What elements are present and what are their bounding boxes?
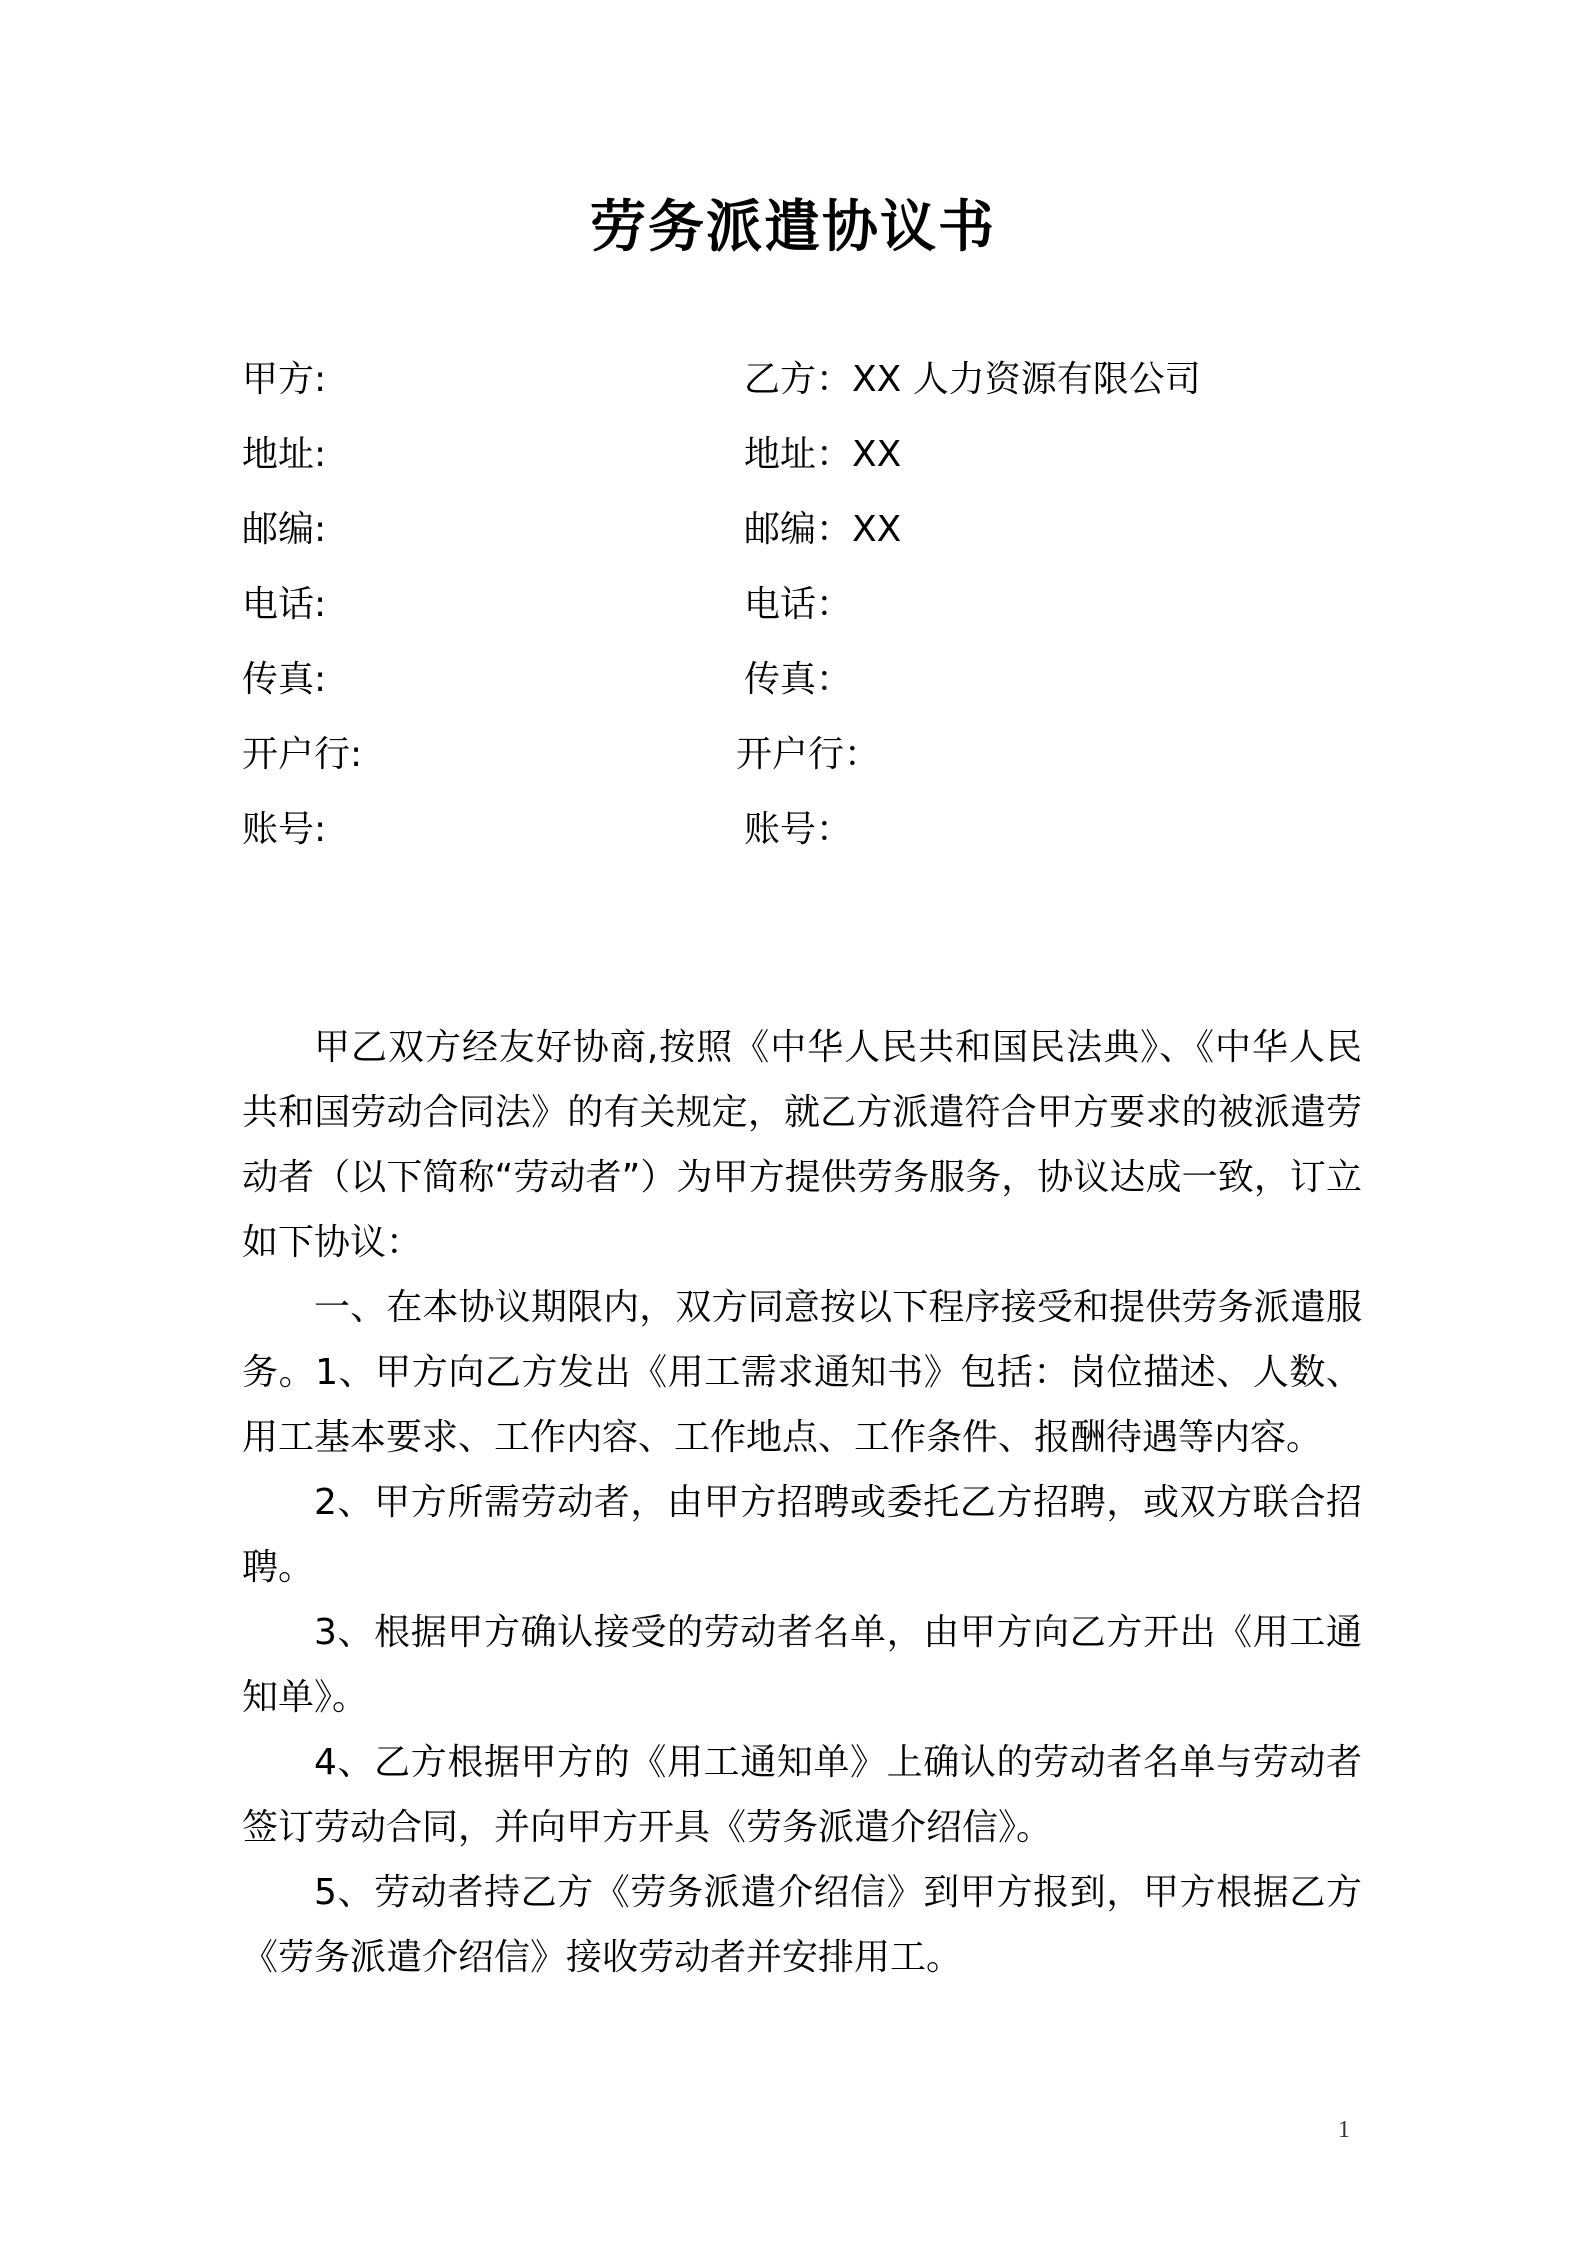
party-b-account: 账号：	[744, 809, 853, 850]
clause-5-paragraph: 5、劳动者持乙方《劳务派遣介绍信》到甲方报到，甲方根据乙方《劳务派遣介绍信》接收劳动者并安排用工。	[242, 1872, 1362, 1978]
party-a-phone: 电话:	[242, 584, 327, 625]
party-a-address: 地址:	[242, 434, 327, 475]
document-title: 劳务派遣协议书	[590, 195, 996, 260]
party-a-account: 账号:	[242, 809, 327, 850]
party-b-fax: 传真：	[744, 659, 853, 700]
clause-2-paragraph: 2、甲方所需劳动者，由甲方招聘或委托乙方招聘，或双方联合招聘。	[242, 1482, 1362, 1588]
party-b-address: 地址：XX	[744, 434, 902, 475]
agreement-body	[242, 1015, 1362, 1990]
party-b-info	[736, 350, 1364, 875]
party-a-postcode: 邮编:	[242, 509, 327, 550]
party-b-bank: 开户行：	[736, 734, 881, 775]
party-a-bank: 开户行:	[242, 734, 363, 775]
party-b-name: 乙方：XX 人力资源有限公司	[744, 359, 1201, 400]
party-b-phone: 电话：	[744, 584, 853, 625]
clause-1-paragraph: 一、在本协议期限内，双方同意按以下程序接受和提供劳务派遣服务。1、甲方向乙方发出《用工需求通知书》包括：岗位描述、人数、用工基本要求、工作内容、工作地点、工作条件、报酬待遇等内容。	[242, 1287, 1362, 1458]
clause-4-paragraph: 4、乙方根据甲方的《用工通知单》上确认的劳动者名单与劳动者签订劳动合同，并向甲方开具《劳务派遣介绍信》。	[242, 1742, 1362, 1848]
page-number: 1	[1338, 2117, 1350, 2143]
party-a-name: 甲方:	[242, 359, 327, 400]
party-a-fax: 传真:	[242, 659, 327, 700]
party-a-info	[242, 350, 702, 875]
party-b-postcode: 邮编：XX	[744, 509, 902, 550]
clause-3-paragraph: 3、根据甲方确认接受的劳动者名单，由甲方向乙方开出《用工通知单》。	[242, 1612, 1362, 1718]
preamble-paragraph: 甲乙双方经友好协商,按照《中华人民共和国民法典》、《中华人民共和国劳动合同法》的有关规定，就乙方派遣符合甲方要求的被派遣劳动者（以下简称“劳动者”）为甲方提供劳务服务，协议达成一致，订立如下协议：	[242, 1027, 1362, 1263]
